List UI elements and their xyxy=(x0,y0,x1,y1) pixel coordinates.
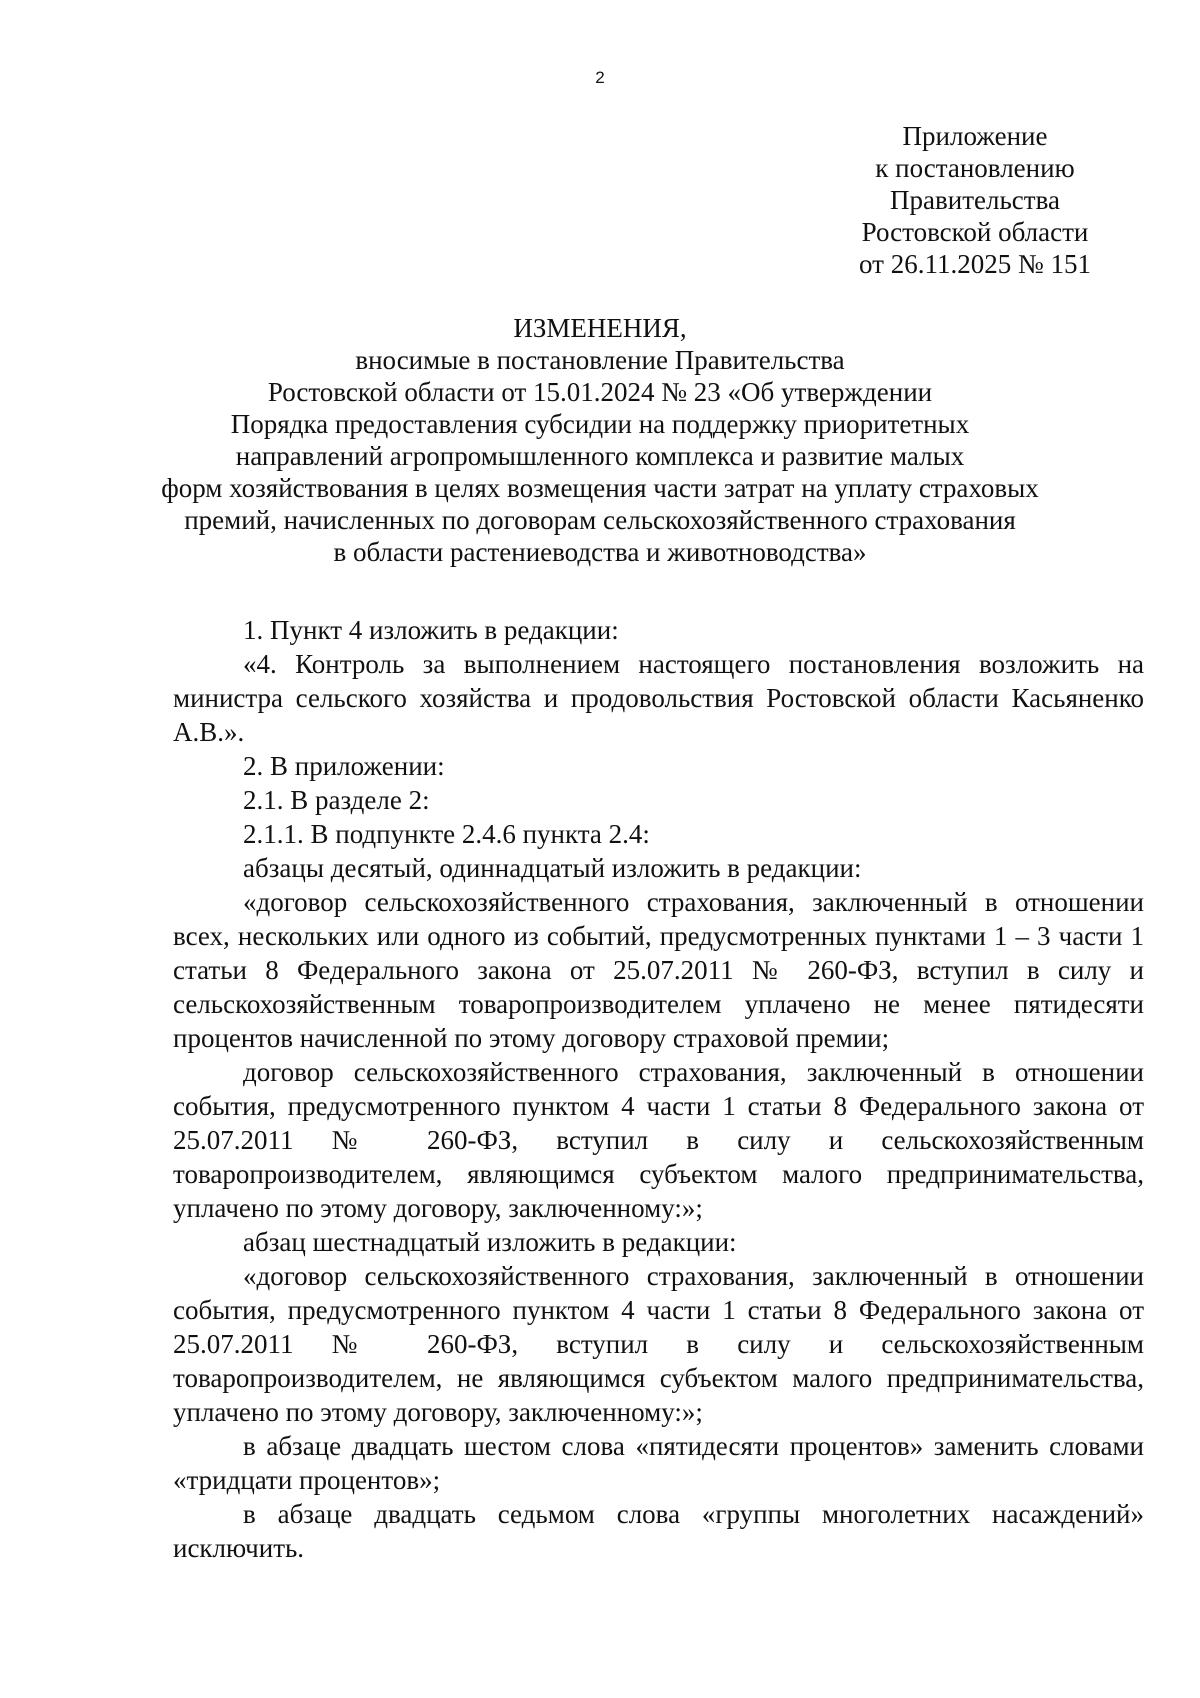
appendix-line: Правительства xyxy=(890,185,1060,215)
title-line: Порядка предоставления субсидии на поддержку приоритетных xyxy=(230,409,970,439)
paragraph: 1. Пункт 4 изложить в редакции: xyxy=(243,615,619,645)
title-line: премий, начисленных по договорам сельскохозяйственного страхования xyxy=(184,505,1016,535)
paragraph: абзац шестнадцатый изложить в редакции: xyxy=(243,1227,737,1257)
paragraph: 2. В приложении: xyxy=(243,751,445,781)
appendix-line: Приложение xyxy=(902,121,1048,151)
paragraph: в абзаце двадцать шестом слова «пятидесяти процентов» заменить словами «тридцати процентов»; xyxy=(173,1431,1144,1495)
title-line: Ростовской области от 15.01.2024 № 23 «Об утверждении xyxy=(267,377,933,407)
title-heading: ИЗМЕНЕНИЯ, xyxy=(513,313,687,343)
paragraph: «договор сельскохозяйственного страхования, заключенный в отношении всех, нескольких или одного из событий, предусмотренных пунктами 1 – 3 части 1 статьи 8 Федерального закона от 25.07.2011 № 260-ФЗ, вступил в силу и сельскохозяйственным товаропроизводителем уплачено не менее пятидесяти процентов начисленной по этому договору страховой премии; xyxy=(173,887,1144,1053)
appendix-line: Ростовской области xyxy=(861,217,1089,247)
paragraph: 2.1. В разделе 2: xyxy=(243,785,430,815)
paragraph: «4. Контроль за выполнением настоящего постановления возложить на министра сельского хозяйства и продовольствия Ростовской области Касьяненко А.В.». xyxy=(173,649,1144,747)
paragraph: 2.1.1. В подпункте 2.4.6 пункта 2.4: xyxy=(243,819,650,849)
appendix-line: от 26.11.2025 № 151 xyxy=(859,249,1091,279)
page-number: 2 xyxy=(595,68,605,87)
paragraph: абзацы десятый, одиннадцатый изложить в редакции: xyxy=(243,853,862,883)
title-line: форм хозяйствования в целях возмещения части затрат на уплату страховых xyxy=(161,473,1039,503)
title-line: вносимые в постановление Правительства xyxy=(355,345,845,375)
paragraph: «договор сельскохозяйственного страхования, заключенный в отношении события, предусмотренного пунктом 4 части 1 статьи 8 Федерального закона от 25.07.2011 № 260-ФЗ, вступил в силу и сельскохозяйственным товаропроизводителем, не являющимся субъектом малого предпринимательства, уплачено по этому договору, заключенному:»; xyxy=(173,1261,1144,1427)
paragraph: договор сельскохозяйственного страхования, заключенный в отношении события, предусмотренного пунктом 4 части 1 статьи 8 Федерального закона от 25.07.2011 № 260-ФЗ, вступил в силу и сельскохозяйственным товаропроизводителем, являющимся субъектом малого предпринимательства, уплачено по этому договору, заключенному:»; xyxy=(173,1057,1144,1223)
title-line: в области растениеводства и животноводства» xyxy=(333,537,867,567)
document-body xyxy=(173,613,1144,1565)
appendix-line: к постановлению xyxy=(875,153,1075,183)
paragraph: в абзаце двадцать седьмом слова «группы многолетних насаждений» исключить. xyxy=(173,1499,1144,1563)
title-line: направлений агропромышленного комплекса и развитие малых xyxy=(235,441,965,471)
appendix-block xyxy=(820,120,1130,280)
document-title xyxy=(150,312,1050,568)
